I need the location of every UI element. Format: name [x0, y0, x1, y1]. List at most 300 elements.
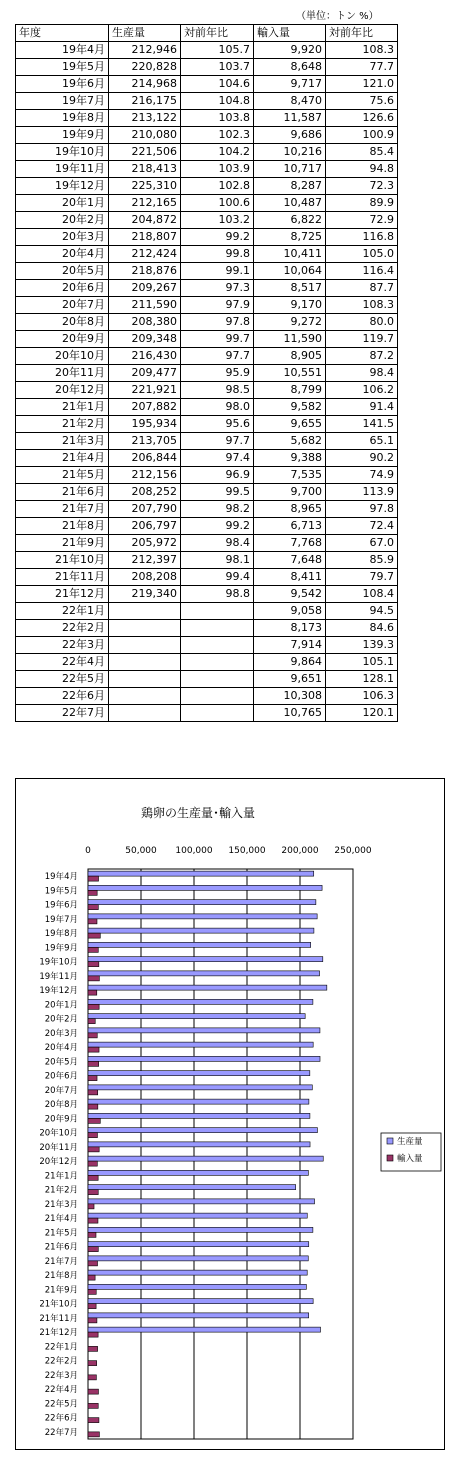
- table-cell: 97.8: [181, 314, 254, 331]
- table-cell: 84.6: [326, 620, 398, 637]
- bar-production: [88, 1056, 320, 1061]
- y-category-label: 19年5月: [44, 886, 78, 897]
- bar-import: [88, 1118, 100, 1123]
- table-cell: 99.2: [181, 518, 254, 535]
- table-cell: 75.6: [326, 93, 398, 110]
- y-category-label: 20年4月: [44, 1043, 78, 1054]
- bar-import: [88, 1218, 98, 1223]
- table-cell: [181, 688, 254, 705]
- table-row: [16, 501, 398, 518]
- y-category-label: 21年10月: [39, 1299, 78, 1310]
- table-cell: 105.7: [181, 42, 254, 59]
- table-cell: 8,799: [254, 382, 326, 399]
- table-cell: [109, 705, 181, 722]
- bar-import: [88, 1332, 98, 1337]
- bar-import: [88, 1133, 97, 1138]
- table-cell: 98.4: [326, 365, 398, 382]
- table-cell: [181, 654, 254, 671]
- table-row: [16, 280, 398, 297]
- table-row: [16, 348, 398, 365]
- bar-import: [88, 1175, 98, 1180]
- table-cell: [109, 654, 181, 671]
- y-category-label: 19年9月: [44, 943, 78, 954]
- table-row: [16, 535, 398, 552]
- table-row: [16, 382, 398, 399]
- row-month: 20年9月: [16, 331, 109, 348]
- table-cell: 8,173: [254, 620, 326, 637]
- bar-production: [88, 885, 322, 890]
- bar-production: [88, 1256, 308, 1261]
- table-cell: 9,170: [254, 297, 326, 314]
- row-month: 21年7月: [16, 501, 109, 518]
- table-row: [16, 433, 398, 450]
- table-cell: 9,864: [254, 654, 326, 671]
- bar-import: [88, 1090, 98, 1095]
- table-cell: 9,058: [254, 603, 326, 620]
- y-category-label: 22年2月: [44, 1356, 78, 1367]
- y-category-label: 20年7月: [44, 1085, 78, 1096]
- table-cell: 8,725: [254, 229, 326, 246]
- bar-production: [88, 871, 314, 876]
- table-cell: 97.8: [326, 501, 398, 518]
- bar-import: [88, 1375, 96, 1380]
- bar-production: [88, 1156, 323, 1161]
- bar-import: [88, 1275, 95, 1280]
- column-header: 輸入量: [254, 25, 326, 42]
- y-category-label: 21年3月: [44, 1199, 78, 1210]
- table-cell: 7,914: [254, 637, 326, 654]
- table-cell: 9,686: [254, 127, 326, 144]
- table-row: [16, 637, 398, 654]
- table-cell: 10,308: [254, 688, 326, 705]
- table-cell: 97.9: [181, 297, 254, 314]
- row-month: 20年3月: [16, 229, 109, 246]
- bar-chart: [16, 779, 444, 1449]
- table-cell: 87.7: [326, 280, 398, 297]
- row-month: 22年4月: [16, 654, 109, 671]
- table-cell: 211,590: [109, 297, 181, 314]
- table-cell: 98.2: [181, 501, 254, 518]
- table-cell: [181, 637, 254, 654]
- bar-import: [88, 1289, 96, 1294]
- row-month: 21年12月: [16, 586, 109, 603]
- row-month: 22年3月: [16, 637, 109, 654]
- table-row: [16, 569, 398, 586]
- table-cell: 206,797: [109, 518, 181, 535]
- table-cell: 97.4: [181, 450, 254, 467]
- y-category-label: 20年12月: [39, 1157, 78, 1168]
- table-cell: 212,397: [109, 552, 181, 569]
- x-tick-label: 150,000: [228, 846, 266, 856]
- table-cell: 10,551: [254, 365, 326, 382]
- bar-import: [88, 990, 97, 995]
- table-cell: 97.3: [181, 280, 254, 297]
- y-category-label: 22年6月: [44, 1413, 78, 1424]
- bar-import: [88, 1019, 95, 1024]
- y-category-label: 21年6月: [44, 1242, 78, 1253]
- table-cell: 91.4: [326, 399, 398, 416]
- table-cell: 104.2: [181, 144, 254, 161]
- bar-production: [88, 1042, 313, 1047]
- table-cell: 6,822: [254, 212, 326, 229]
- column-header: 生産量: [109, 25, 181, 42]
- table-cell: 212,165: [109, 195, 181, 212]
- legend-label: 輸入量: [397, 1154, 423, 1164]
- y-category-label: 20年9月: [44, 1114, 78, 1125]
- table-cell: 7,648: [254, 552, 326, 569]
- table-cell: 8,517: [254, 280, 326, 297]
- bar-production: [88, 900, 316, 905]
- table-cell: 103.9: [181, 161, 254, 178]
- table-cell: [181, 671, 254, 688]
- row-month: 20年11月: [16, 365, 109, 382]
- row-month: 19年12月: [16, 178, 109, 195]
- y-category-label: 20年3月: [44, 1028, 78, 1039]
- table-cell: 8,965: [254, 501, 326, 518]
- row-month: 19年10月: [16, 144, 109, 161]
- x-tick-label: 0: [85, 846, 91, 856]
- table-cell: 208,252: [109, 484, 181, 501]
- row-month: 20年4月: [16, 246, 109, 263]
- bar-import: [88, 1389, 98, 1394]
- y-category-label: 21年5月: [44, 1228, 78, 1239]
- bar-import: [88, 1261, 98, 1266]
- table-cell: 106.3: [326, 688, 398, 705]
- row-month: 20年6月: [16, 280, 109, 297]
- table-header-row: [16, 25, 398, 42]
- table-cell: 207,882: [109, 399, 181, 416]
- bar-import: [88, 1033, 97, 1038]
- table-cell: 65.1: [326, 433, 398, 450]
- table-cell: 9,717: [254, 76, 326, 93]
- bar-production: [88, 1313, 309, 1318]
- table-row: [16, 688, 398, 705]
- y-category-label: 19年7月: [44, 914, 78, 925]
- table-row: [16, 229, 398, 246]
- table-cell: 209,267: [109, 280, 181, 297]
- bar-import: [88, 962, 99, 967]
- table-row: [16, 263, 398, 280]
- bar-production: [88, 1142, 310, 1147]
- table-cell: 72.3: [326, 178, 398, 195]
- table-cell: 209,477: [109, 365, 181, 382]
- bar-import: [88, 1247, 98, 1252]
- table-cell: 8,648: [254, 59, 326, 76]
- table-cell: 9,920: [254, 42, 326, 59]
- table-row: [16, 110, 398, 127]
- table-cell: 99.5: [181, 484, 254, 501]
- table-cell: 99.1: [181, 263, 254, 280]
- table-cell: 218,807: [109, 229, 181, 246]
- table-cell: 216,175: [109, 93, 181, 110]
- row-month: 19年11月: [16, 161, 109, 178]
- bar-production: [88, 1199, 315, 1204]
- table-cell: 120.1: [326, 705, 398, 722]
- bar-production: [88, 957, 323, 962]
- table-cell: 104.6: [181, 76, 254, 93]
- table-cell: 141.5: [326, 416, 398, 433]
- bar-import: [88, 919, 97, 924]
- y-category-label: 21年8月: [44, 1271, 78, 1282]
- bar-import: [88, 1161, 97, 1166]
- table-row: [16, 127, 398, 144]
- column-header: 対前年比: [326, 25, 398, 42]
- row-month: 22年5月: [16, 671, 109, 688]
- table-cell: 209,348: [109, 331, 181, 348]
- table-cell: 219,340: [109, 586, 181, 603]
- table-row: [16, 450, 398, 467]
- table-cell: 6,713: [254, 518, 326, 535]
- table-cell: 102.8: [181, 178, 254, 195]
- row-month: 21年9月: [16, 535, 109, 552]
- table-row: [16, 586, 398, 603]
- table-row: [16, 144, 398, 161]
- bar-production: [88, 1213, 307, 1218]
- table-cell: 116.8: [326, 229, 398, 246]
- table-row: [16, 518, 398, 535]
- row-month: 22年6月: [16, 688, 109, 705]
- table-cell: [109, 637, 181, 654]
- table-cell: 213,705: [109, 433, 181, 450]
- table-cell: 119.7: [326, 331, 398, 348]
- bar-import: [88, 976, 99, 981]
- bar-import: [88, 1418, 99, 1423]
- table-cell: 213,122: [109, 110, 181, 127]
- table-cell: 221,921: [109, 382, 181, 399]
- table-cell: 11,587: [254, 110, 326, 127]
- table-cell: 95.6: [181, 416, 254, 433]
- table-cell: 10,717: [254, 161, 326, 178]
- table-cell: 72.9: [326, 212, 398, 229]
- table-cell: 126.6: [326, 110, 398, 127]
- y-category-label: 21年7月: [44, 1256, 78, 1267]
- table-cell: 74.9: [326, 467, 398, 484]
- plot-area: [88, 869, 353, 1439]
- y-category-label: 21年2月: [44, 1185, 78, 1196]
- table-row: [16, 76, 398, 93]
- row-month: 21年4月: [16, 450, 109, 467]
- table-row: [16, 467, 398, 484]
- table-cell: 102.3: [181, 127, 254, 144]
- table-cell: 103.7: [181, 59, 254, 76]
- row-month: 19年4月: [16, 42, 109, 59]
- table-cell: 77.7: [326, 59, 398, 76]
- table-row: [16, 654, 398, 671]
- legend-swatch: [387, 1138, 393, 1144]
- table-cell: 97.7: [181, 348, 254, 365]
- x-tick-label: 250,000: [334, 846, 372, 856]
- table-cell: 121.0: [326, 76, 398, 93]
- bar-production: [88, 1113, 310, 1118]
- bar-import: [88, 1004, 99, 1009]
- row-month: 21年11月: [16, 569, 109, 586]
- bar-import: [88, 947, 98, 952]
- row-month: 21年5月: [16, 467, 109, 484]
- table-cell: 212,946: [109, 42, 181, 59]
- bar-import: [88, 1318, 97, 1323]
- table-cell: 9,655: [254, 416, 326, 433]
- x-tick-label: 200,000: [281, 846, 319, 856]
- table-cell: 10,487: [254, 195, 326, 212]
- bar-production: [88, 1028, 320, 1033]
- y-category-label: 19年6月: [44, 900, 78, 911]
- table-cell: 10,411: [254, 246, 326, 263]
- table-row: [16, 195, 398, 212]
- table-cell: 72.4: [326, 518, 398, 535]
- table-cell: 108.3: [326, 42, 398, 59]
- bar-import: [88, 1304, 96, 1309]
- table-cell: 208,380: [109, 314, 181, 331]
- bar-production: [88, 1128, 317, 1133]
- y-category-label: 21年4月: [44, 1214, 78, 1225]
- bar-import: [88, 1076, 97, 1081]
- bar-production: [88, 985, 327, 990]
- bar-import: [88, 876, 99, 881]
- table-cell: [181, 620, 254, 637]
- row-month: 21年6月: [16, 484, 109, 501]
- y-category-label: 20年5月: [44, 1057, 78, 1068]
- table-cell: [109, 603, 181, 620]
- table-cell: 67.0: [326, 535, 398, 552]
- legend-label: 生産量: [397, 1137, 423, 1147]
- unit-label: （単位：トン %）: [296, 11, 379, 22]
- table-cell: 11,590: [254, 331, 326, 348]
- table-cell: 9,272: [254, 314, 326, 331]
- y-category-label: 19年8月: [44, 929, 78, 940]
- table-cell: 216,430: [109, 348, 181, 365]
- bar-import: [88, 933, 100, 938]
- bar-import: [88, 890, 97, 895]
- bar-production: [88, 1327, 321, 1332]
- table-cell: 218,413: [109, 161, 181, 178]
- table-cell: 96.9: [181, 467, 254, 484]
- bar-production: [88, 914, 317, 919]
- table-row: [16, 314, 398, 331]
- table-cell: 5,682: [254, 433, 326, 450]
- bar-import: [88, 1147, 99, 1152]
- bar-import: [88, 1232, 96, 1237]
- table-cell: [181, 603, 254, 620]
- bar-import: [88, 905, 98, 910]
- table-row: [16, 416, 398, 433]
- row-month: 19年5月: [16, 59, 109, 76]
- x-tick-label: 50,000: [125, 846, 157, 856]
- row-month: 20年12月: [16, 382, 109, 399]
- table-cell: 212,156: [109, 467, 181, 484]
- table-row: [16, 620, 398, 637]
- table-cell: 89.9: [326, 195, 398, 212]
- table-cell: 113.9: [326, 484, 398, 501]
- table-cell: 128.1: [326, 671, 398, 688]
- table-cell: 98.1: [181, 552, 254, 569]
- table-cell: 99.8: [181, 246, 254, 263]
- table-cell: 210,080: [109, 127, 181, 144]
- y-category-label: 20年10月: [39, 1128, 78, 1139]
- table-cell: 9,700: [254, 484, 326, 501]
- table-cell: 9,582: [254, 399, 326, 416]
- y-category-label: 20年1月: [44, 1000, 78, 1011]
- table-cell: 85.9: [326, 552, 398, 569]
- table-row: [16, 212, 398, 229]
- table-cell: 139.3: [326, 637, 398, 654]
- table-cell: 99.2: [181, 229, 254, 246]
- table-cell: 7,768: [254, 535, 326, 552]
- y-category-label: 21年9月: [44, 1285, 78, 1296]
- row-month: 21年8月: [16, 518, 109, 535]
- table-cell: 95.9: [181, 365, 254, 382]
- table-row: [16, 484, 398, 501]
- table-cell: [181, 705, 254, 722]
- table-cell: 10,216: [254, 144, 326, 161]
- y-category-label: 20年11月: [39, 1142, 78, 1153]
- row-month: 22年2月: [16, 620, 109, 637]
- y-category-label: 20年2月: [44, 1014, 78, 1025]
- table-cell: 8,287: [254, 178, 326, 195]
- bar-production: [88, 1299, 313, 1304]
- bar-production: [88, 1014, 305, 1019]
- y-category-label: 22年7月: [44, 1427, 78, 1438]
- table-row: [16, 365, 398, 382]
- table-cell: 8,470: [254, 93, 326, 110]
- table-cell: [109, 620, 181, 637]
- row-month: 21年10月: [16, 552, 109, 569]
- table-row: [16, 705, 398, 722]
- table-cell: 99.4: [181, 569, 254, 586]
- column-header: 対前年比: [181, 25, 254, 42]
- table-row: [16, 552, 398, 569]
- table-cell: [109, 688, 181, 705]
- table-cell: 9,651: [254, 671, 326, 688]
- bar-production: [88, 1185, 296, 1190]
- y-category-label: 19年10月: [39, 957, 78, 968]
- table-row: [16, 59, 398, 76]
- bar-import: [88, 1104, 98, 1109]
- y-category-label: 19年4月: [44, 872, 78, 883]
- bar-import: [88, 1361, 97, 1366]
- bar-import: [88, 1432, 99, 1437]
- y-category-label: 20年6月: [44, 1071, 78, 1082]
- bar-production: [88, 942, 311, 947]
- table-cell: 103.2: [181, 212, 254, 229]
- table-cell: 220,828: [109, 59, 181, 76]
- table-row: [16, 246, 398, 263]
- table-cell: 98.5: [181, 382, 254, 399]
- y-category-label: 21年1月: [44, 1171, 78, 1182]
- bar-production: [88, 1227, 313, 1232]
- bar-import: [88, 1403, 98, 1408]
- y-category-label: 22年3月: [44, 1370, 78, 1381]
- table-cell: 212,424: [109, 246, 181, 263]
- row-month: 20年5月: [16, 263, 109, 280]
- table-cell: 94.5: [326, 603, 398, 620]
- y-category-label: 22年5月: [44, 1399, 78, 1410]
- table-cell: 98.4: [181, 535, 254, 552]
- table-cell: 79.7: [326, 569, 398, 586]
- legend-swatch: [387, 1155, 393, 1161]
- bar-production: [88, 971, 320, 976]
- table-cell: 214,968: [109, 76, 181, 93]
- bar-import: [88, 1346, 98, 1351]
- row-month: 22年7月: [16, 705, 109, 722]
- table-cell: 225,310: [109, 178, 181, 195]
- table-row: [16, 178, 398, 195]
- bar-production: [88, 1071, 310, 1076]
- table-cell: 108.3: [326, 297, 398, 314]
- bar-import: [88, 1061, 99, 1066]
- bar-import: [88, 1204, 94, 1209]
- production-import-table: [15, 24, 398, 722]
- table-cell: 90.2: [326, 450, 398, 467]
